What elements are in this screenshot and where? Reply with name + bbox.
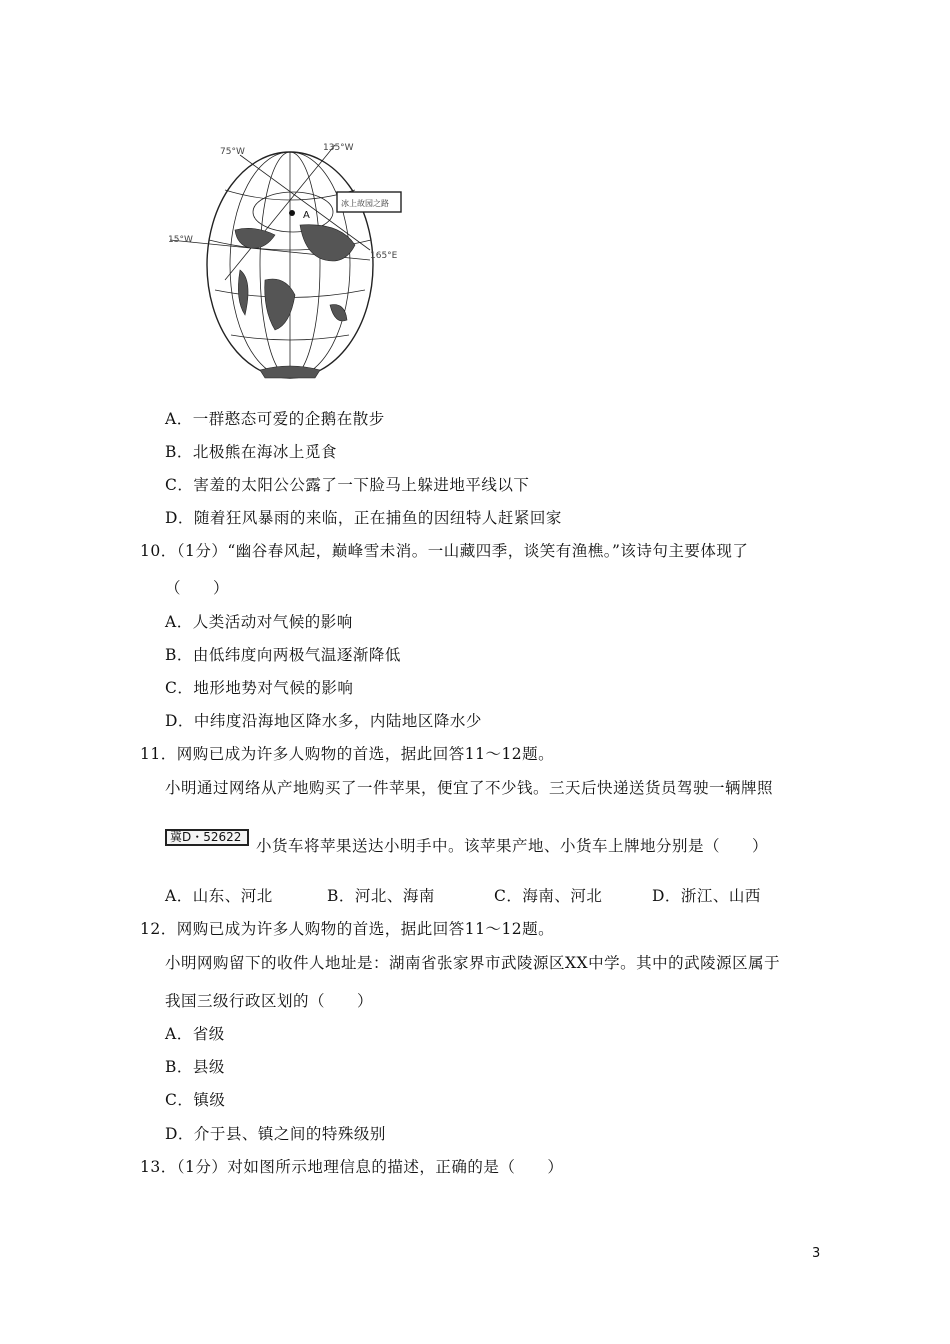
q12-stem-line2: 小明网购留下的收件人地址是：湖南省张家界市武陵源区XX中学。其中的武陵源区属于 <box>165 954 781 972</box>
q11-stem-line3: 小货车将苹果送达小明手中。该苹果产地、小货车上牌地分别是（ ） <box>256 837 769 855</box>
callout-label: 冰上故园之路 <box>341 199 389 208</box>
q11-option-d: D．浙江、山西 <box>652 887 761 905</box>
point-a-label: A <box>303 210 310 221</box>
q9-option-b: B．北极熊在海冰上觅食 <box>165 443 337 461</box>
q9-option-c: C．害羞的太阳公公露了一下脸马上躲进地平线以下 <box>165 476 530 494</box>
lon-label-15w: 15°W <box>168 235 193 245</box>
lon-label-165e: 165°E <box>370 251 398 261</box>
q11-stem: 11．网购已成为许多人购物的首选，据此回答11～12题。 <box>140 745 555 763</box>
q12-option-d: D．介于县、镇之间的特殊级别 <box>165 1125 386 1143</box>
polar-route-map <box>165 130 415 385</box>
q9-option-a: A．一群憨态可爱的企鹅在散步 <box>165 410 385 428</box>
q10-stem-bracket: （ ） <box>165 579 230 597</box>
q9-option-d: D．随着狂风暴雨的来临，正在捕鱼的因纽特人赶紧回家 <box>165 509 562 527</box>
q12-option-b: B．县级 <box>165 1058 225 1076</box>
q11-option-b: B．河北、海南 <box>327 887 435 905</box>
q12-option-a: A．省级 <box>165 1025 225 1043</box>
q10-option-b: B．由低纬度向两极气温逐渐降低 <box>165 646 401 664</box>
lon-label-135w: 135°W <box>323 143 354 153</box>
q12-stem: 12．网购已成为许多人购物的首选，据此回答11～12题。 <box>140 920 555 938</box>
license-plate: 冀D・52622 <box>165 829 249 846</box>
q11-stem-line2: 小明通过网络从产地购买了一件苹果，便宜了不少钱。三天后快递送货员驾驶一辆牌照 <box>165 779 774 797</box>
q12-stem-line3: 我国三级行政区划的（ ） <box>165 992 374 1010</box>
q10-option-a: A．人类活动对气候的影响 <box>165 613 353 631</box>
q13-stem: 13．（1分）对如图所示地理信息的描述，正确的是（ ） <box>140 1158 564 1176</box>
q10-option-d: D．中纬度沿海地区降水多，内陆地区降水少 <box>165 712 482 730</box>
q10-option-c: C．地形地势对气候的影响 <box>165 679 354 697</box>
q12-option-c: C．镇级 <box>165 1091 226 1109</box>
lon-label-75w: 75°W <box>220 147 245 157</box>
q11-option-a: A．山东、河北 <box>165 887 273 905</box>
q10-stem: 10．（1分）“幽谷春风起，巅峰雪未消。一山藏四季，谈笑有渔樵。”该诗句主要体现了 <box>140 542 749 560</box>
page-number: 3 <box>812 1246 821 1261</box>
q11-option-c: C．海南、河北 <box>494 887 603 905</box>
